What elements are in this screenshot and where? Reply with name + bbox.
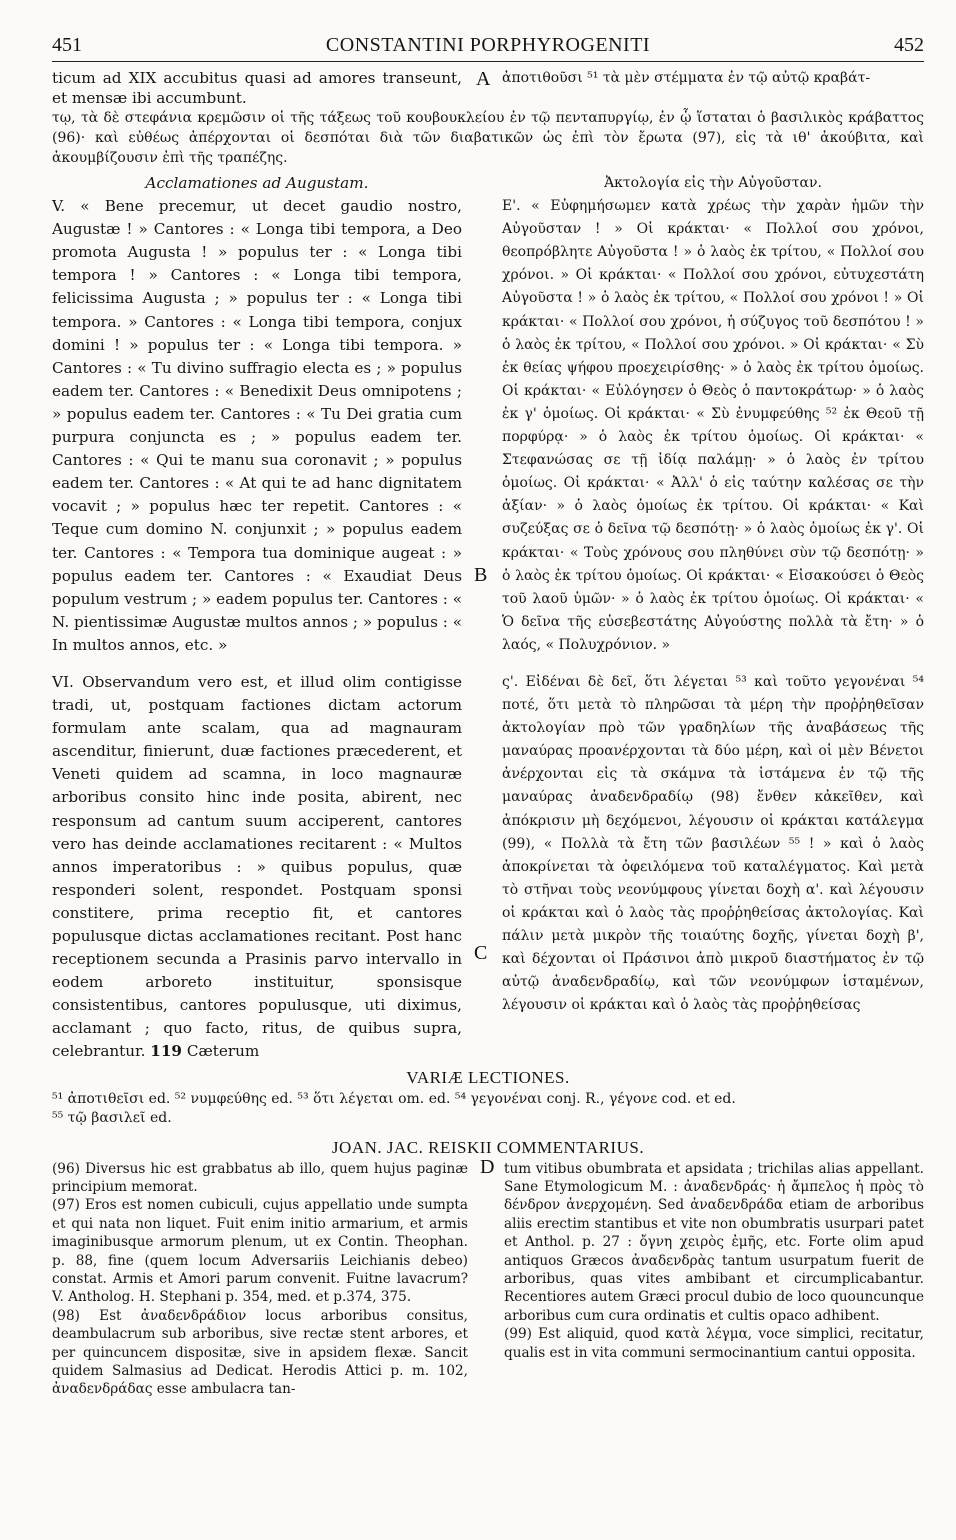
commentary-note-98-continued: tum vitibus obumbrata et apsidata ; trichilas alias appellant. Sane Etymologicum M. : ἀναδενδράς· ἡ ἄμπελος ἡ πρὸς τὸ δένδρον ἀνερχομένη. Sed ἀναδενδράδα etiam de arboribus aliis erectim stantibus et vite non obumbratis usurpari patet et Anthol. p. 27 : ὄγνη χειρὸς ἐμῆς, etc. Forte olim apud antiquos Græcos ἀναδενδρὰς tantum usurpatum fuerit de arboribus, quas vites ambibant et circumplicabantur. Recentiores autem Græci procul dubio de loco quouncunque arboribus cum cura ordinatis et cultis opaco adhibent. xyxy=(504,1160,924,1324)
page xyxy=(52,34,924,1399)
latin-paragraph-vi-text: VI. Observandum vero est, et illud olim contigisse tradi, ut, postquam factiones dictam actorum formulam ante scalam, qua ad magnauram ascenditur, finierunt, duæ factiones præcederent, et Veneti quidem ad scamna, in loco magnauræ arboribus consito hinc inde posita, abirent, nec responsum ad cantum suum acciperent, cantores vero has deinde acclamationes recitarent : « Multos annos imperatoribus : » quibus populus, quæ responderi solent, respondet. Postquam sponsi constitere, prima receptio fit, et cantores populusque dictas acclamationes recitant. Post hanc receptionem secunda a Prasinis parvo intervallo in eodem arboreto instituitur, sponsisque consistentibus, cantores populusque, uti diximus, acclamant ; quo facto, ritus, de quibus supra, celebrantur. xyxy=(52,672,462,1061)
running-title: CONSTANTINI PORPHYROGENITI xyxy=(325,34,651,56)
intro-columns xyxy=(52,68,924,108)
intro-greek-top: ἀποτιθοῦσι ⁵¹ τὰ μὲν στέμματα ἐν τῷ αὐτῷ κραβάτ- xyxy=(502,70,871,86)
variae-line-2: ⁵⁵ τῷ βασιλεῖ ed. xyxy=(52,1109,172,1126)
page-number-right: 452 xyxy=(893,34,924,56)
intro-greek-column xyxy=(476,68,924,108)
section-marker-c: C xyxy=(474,942,488,964)
section-marker-d: D xyxy=(480,1155,495,1178)
intro-latin: ticum ad XIX accubitus quasi ad amores transeunt, et mensæ ibi accumbunt. xyxy=(52,69,462,107)
commentary-columns xyxy=(52,1155,924,1399)
greek-paragraph-s: ς'. Εἰδέναι δὲ δεῖ, ὅτι λέγεται ⁵³ καὶ τοῦτο γεγονέναι ⁵⁴ ποτέ, ὅτι μετὰ τὸ πληρῶσαι τὰ μέρη τὴν προῤῥηθεῖσαν ἀκτολογίαν πρὸ τῶν γραδηλίων τῆς ἀναβάσεως τῆς μαναύρας προανέρχονται τὰ δύο μέρη, καὶ οἱ μὲν Βένετοι ἀνέρχονται εἰς τὰ σκάμνα τὰ ἱστάμενα ἐν τῷ τῆς μαναύρας ἀναδενδραδίῳ (98) ἔνθεν κἀκεῖθεν, καὶ ἀπόκρισιν μὴ δεχόμενοι, λέγουσιν οἱ κράκται κατάλεγμα (99), « Πολλὰ τὰ ἔτη τῶν βασιλέων ⁵⁵ ! » καὶ ὁ λαὸς ἀποκρίνεται τὰ ὀφειλόμενα τοῦ καταλέγματος. Καὶ μετὰ τὸ στῆναι τοὺς νεονύμφους γίνεται δοχὴ α'. καὶ λέγουσιν οἱ κράκται καὶ ὁ λαὸς τὰς προῤῥηθείσας ἀκτολογίας. Καὶ πάλιν μετὰ μικρὸν τῆς τοιαύτης δοχῆς, γίνεται δοχὴ β', καὶ δέχονται οἱ Πράσινοι ἀπὸ μικροῦ διαστήματος ἐν τῷ αὐτῷ ἀναδενδραδίῳ, καὶ τῶν νεονύμφων ἱσταμένων, λέγουσιν οἱ κράκται καὶ ὁ λαὸς τὰς προῤῥηθείσας xyxy=(502,673,924,1014)
commentary-note-98: (98) Est ἀναδενδράδιον locus arboribus consitus, deambulacrum sub arboribus, sive rectæ stent arbores, et per quincuncem dispositæ, sive in apsidem flexæ. Sancit quidem Salmasius ad Dedicat. Herodis Attici p. m. 102, ἀναδενδράδας esse ambulacra tan- xyxy=(52,1307,468,1398)
greek-column xyxy=(474,172,924,1064)
latin-heading: Acclamationes ad Augustam. xyxy=(145,174,369,192)
body-columns xyxy=(52,172,924,1064)
commentary-right-column xyxy=(480,1155,924,1399)
intro-latin-column xyxy=(52,68,462,108)
main-text xyxy=(52,68,924,1064)
commentary-left-column xyxy=(52,1160,468,1399)
variae-line-1: ⁵¹ ἀποτιθεῖσι ed. ⁵² νυμφεύθης ed. ⁵³ ὅτι λέγεται om. ed. ⁵⁴ γεγονέναι conj. R., γέγονε cod. et ed. xyxy=(52,1090,736,1107)
commentary xyxy=(52,1155,924,1399)
section-marker-a: A xyxy=(476,68,491,90)
greek-heading: Ἀκτολογία εἰς τὴν Αὐγοῦσταν. xyxy=(604,175,822,191)
latin-paragraph-v: V. « Bene precemur, ut decet gaudio nostro, Augustæ ! » Cantores : « Longa tibi tempora, a Deo promota Augusta ! » populus ter : « Longa tibi tempora ! » Cantores : « Longa tibi tempora, felicissima Augusta ; » populus ter : « Longa tibi tempora. » Cantores : « Longa tibi tempora, conjux domini ! » populus ter : « Longa tibi tempora. » Cantores : « Tu divino suffragio electa es ; » populus eadem ter. Cantores : « Benedixit Deus omnipotens ; » populus eadem ter. Cantores : « Tu Dei gratia cum purpura conjuncta es ; » populus eadem ter. Cantores : « Qui te manu sua coronavit ; » populus eadem ter. Cantores : « At qui te ad hanc dignitatem vocavit ; » populus hæc ter repetit. Cantores : « Teque cum domino N. conjunxit ; » populus eadem ter. Cantores : « Tempora tua dominique augeat : » populus eadem ter. Cantores : « Exaudiat Deus populum vestrum ; » eadem populus ter. Cantores : « N. pientissimæ Augustæ multos annos ; » populus : « In multos annos, etc. » xyxy=(52,197,462,654)
commentary-note-96: (96) Diversus hic est grabbatus ab illo, quem hujus paginæ principium memorat. xyxy=(52,1160,468,1195)
folio-number: 119 xyxy=(150,1042,182,1061)
latin-column xyxy=(52,172,462,1064)
commentary-note-99: (99) Est aliquid, quod κατὰ λέγμα, voce simplici, recitatur, qualis est in vita communi sermocinantium cantui opposita. xyxy=(504,1326,924,1361)
page-number-left: 451 xyxy=(52,34,82,56)
greek-paragraph-e: Ε'. « Εὐφημήσωμεν κατὰ χρέως τὴν χαρὰν ἡμῶν τὴν Αὐγοῦσταν ! » Οἱ κράκται· « Πολλοί σου χρόνοι, θεοπρόβλητε Αὐγοῦστα ! » ὁ λαὸς ἐκ τρίτου, « Πολλοί σου χρόνοι. » Οἱ κράκται· « Πολλοί σου χρόνοι, εὐτυχεστάτη Αὐγοῦστα ! » ὁ λαὸς ἐκ τρίτου, « Πολλοί σου χρόνοι ! » Οἱ κράκται· « Πολλοί σου χρόνοι, ἡ σύζυγος τοῦ δεσπότου ! » ὁ λαὸς ἐκ τρίτου, « Πολλοί σου χρόνοι. » Οἱ κράκται· « Σὺ ἐκ θείας ψήφου προεχειρίσθης· » ὁ λαὸς ἐκ τρίτου ὁμοίως. Οἱ κράκται· « Εὐλόγησεν ὁ Θεὸς ὁ παντοκράτωρ· » ὁ λαὸς ἐκ γ' ὁμοίως. Οἱ κράκται· « Σὺ ἐνυμφεύθης ⁵² ἐκ Θεοῦ τῇ πορφύρᾳ· » ὁ λαὸς ἐκ τρίτου ὁμοίως. Οἱ κράκται· « Στεφανώσας σε τῇ ἰδίᾳ παλάμῃ· » ὁ λαὸς ἐν τρίτου ὁμοίως. Οἱ κράκται· « Ἀλλ' ὁ εἰς ταύτην καλέσας σε τὴν ἀξίαν· » ὁ λαὸς ὁμοίως ἐκ τρίτου. Οἱ κράκται· « Καὶ συζεύξας σε ὁ δεῖνα τῷ δεσπότῃ· » ὁ λαὸς ὁμοίως ἐκ γ'. Οἱ κράκται· « Τοὺς χρόνους σου πληθύνει σὺν τῷ δεσπότῃ· » ὁ λαὸς ἐκ τρίτου ὁμοίως. Οἱ κράκται· « Εἰσακούσει ὁ Θεὸς τοῦ λαοῦ ὑμῶν· » ὁ λαὸς ἐκ τρίτου ὁμοίως. Οἱ κράκται· « Ὁ δεῖνα τῆς εὐσεβεστάτης Αὐγούστης πολλὰ τὰ ἔτη· » ὁ λαός, « Πολυχρόνιον. » xyxy=(502,198,924,653)
catchword: Cæterum xyxy=(186,1042,260,1061)
intro-greek-continuation: τῳ, τὰ δὲ στεφάνια κρεμῶσιν οἱ τῆς τάξεως τοῦ κουβουκλείου ἐν τῷ πενταπυργίῳ, ἐν ᾧ ἵσταται ὁ βασιλικὸς κράβαττος (96)· καὶ εὐθέως ἀπέρχονται οἱ δεσπόται διὰ τῶν διαβατικῶν ὡς ἐπὶ τὸν ἔρωτα (97), εἰς τὰ ιθ' ἀκούβιτα, καὶ ἀκουμβίζουσιν ἐπὶ τῆς τραπέζης. xyxy=(52,110,924,166)
commentary-heading: JOAN. JAC. REISKII COMMENTARIUS. xyxy=(331,1137,645,1157)
commentary-note-97: (97) Eros est nomen cubiculi, cujus appellatio unde sumpta et qui nata non liquet. Fuit enim initio armarium, et armis imaginibusque armorum plenum, ut ex Contin. Theophan. p. 88, fine (quem locum Adversariis Leichianis debeo) constat. Armis et Amori parum convenit. Fuitne lavacrum? V. Antholog. H. Stephani p. 354, med. et p.374, 375. xyxy=(52,1197,468,1306)
variae-lectiones xyxy=(52,1090,924,1128)
section-marker-b: B xyxy=(474,564,488,586)
running-header xyxy=(52,34,924,62)
variae-heading: VARIÆ LECTIONES. xyxy=(406,1067,570,1087)
latin-paragraph-vi xyxy=(52,671,462,1064)
